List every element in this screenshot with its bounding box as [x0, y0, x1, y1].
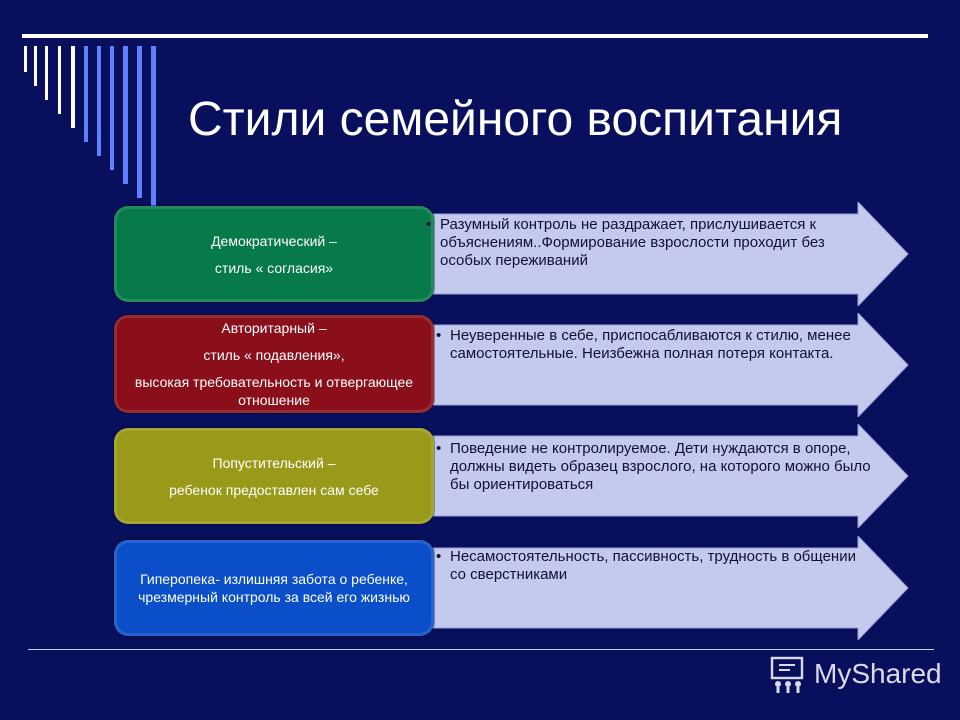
logo	[768, 654, 942, 694]
style-label-line: высокая требовательность и отвергающее отношение	[134, 374, 414, 408]
style-description: • Поведение не контролируемое. Дети нуждаются в опоре, должны видеть образец взрослого, на которого можно было бы ориентироваться	[436, 440, 872, 494]
style-box-democratic	[114, 206, 434, 302]
decor-stripe	[123, 46, 128, 184]
style-description: • Несамостоятельность, пассивность, трудность в общении со сверстниками	[436, 548, 876, 584]
slide-title: Стили семейного воспитания	[188, 93, 843, 146]
style-label-line: стиль « согласия»	[214, 259, 334, 276]
style-description: • Неуверенные в себе, приспосабливаются к стилю, менее самостоятельные. Неизбежна полная потеря контакта.	[436, 327, 866, 363]
style-label-line: стиль « подавления»,	[203, 347, 345, 363]
logo-text: MyShared	[814, 658, 942, 689]
decor-stripe	[45, 46, 48, 100]
decor-stripe	[58, 46, 61, 114]
decor-stripe	[34, 46, 37, 86]
style-label-line: Попустительский –	[212, 454, 336, 471]
classroom-icon	[768, 654, 808, 694]
decor-stripe	[151, 46, 156, 212]
style-label-line: Гиперопека- излишняя забота о ребенке, чрезмерный контроль за всей его жизнью	[138, 571, 410, 605]
style-box-authoritarian	[114, 315, 434, 413]
decor-stripe	[84, 46, 88, 142]
decor-stripe	[110, 46, 114, 170]
style-row-authoritarian	[110, 313, 910, 417]
bottom-rule	[28, 649, 934, 650]
decor-stripe	[137, 46, 142, 198]
style-label-line: Демократический –	[211, 232, 337, 249]
style-row-overprotection	[110, 536, 910, 640]
style-label-line: Авторитарный –	[221, 320, 327, 336]
decor-stripe	[97, 46, 101, 156]
decor-stripes	[24, 46, 156, 212]
style-box-permissive	[114, 428, 434, 524]
style-description: • Разумный контроль не раздражает, прислушивается к объяснениям..Формирование взрослости проходит без особых переживаний	[426, 216, 866, 270]
style-row-democratic	[110, 202, 910, 306]
style-box-overprotection	[114, 540, 434, 636]
decor-stripe	[71, 46, 75, 128]
top-rule	[22, 34, 928, 38]
style-row-permissive	[110, 424, 910, 528]
style-label-line: ребенок предоставлен сам себе	[169, 481, 379, 498]
decor-stripe	[24, 46, 27, 72]
